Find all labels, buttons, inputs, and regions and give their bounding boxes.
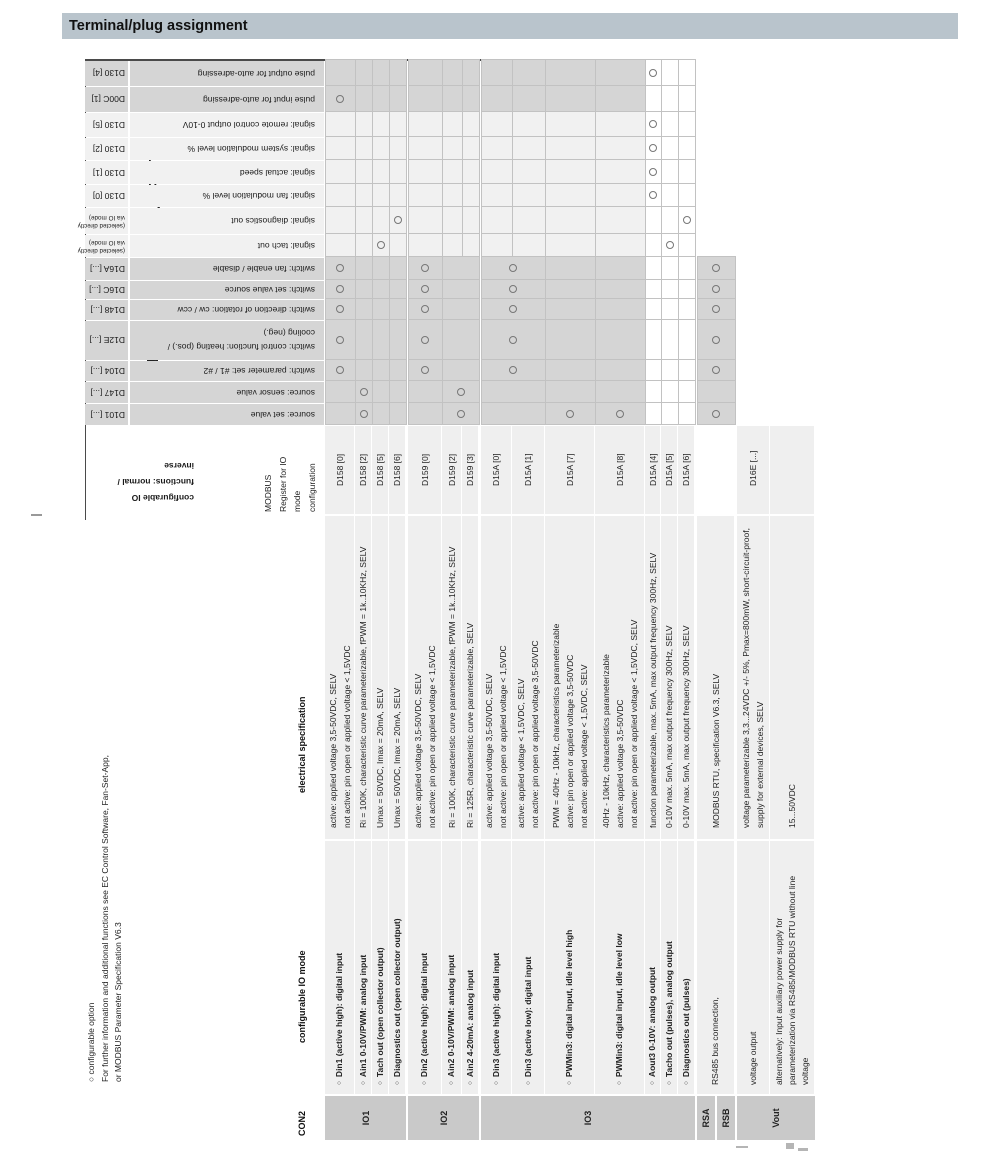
option-marker: ○	[466, 1081, 474, 1085]
cell-d101-diagp	[678, 402, 696, 425]
cell-d130_2-tachp	[661, 136, 679, 160]
modbus-register-header: MODBUS Register for IO mode configuration	[263, 456, 317, 512]
cell-d130_5-ain1	[355, 111, 373, 137]
row-spec-cell-vout1: voltage parameterizable 3,3...24VDC +/- 5%, Pmax=800mW, short-circuit-proof, supply for external devices, SELV	[737, 516, 769, 839]
cell-diag-aout	[645, 206, 662, 234]
cell-d12e-tach_oc	[372, 319, 390, 360]
cell-d130_1-ain1	[355, 159, 373, 184]
func-label-cell-d130_0: signal: fan modulation level %	[130, 185, 324, 207]
option-marker: ○	[492, 1081, 500, 1085]
row-label-cell-pwm3l: ○PWMin3: digital input, idle level low	[595, 841, 644, 1094]
row-label-cell-ain2a: ○Ain2 0-10V/PWM: analog input	[442, 841, 461, 1094]
cell-d16c-tach_oc	[372, 279, 390, 299]
cell-d130_4-diag_oc	[389, 59, 407, 86]
row-label-cell-vout1: voltage output	[737, 841, 769, 1094]
cell-d130_2-din2	[408, 136, 443, 160]
func-code-cell-d148: D148 [...]	[85, 300, 128, 320]
func-label-cell-d130_5: signal: remote control output 0-10V	[130, 113, 324, 137]
cell-d147-pwm3h	[545, 380, 596, 403]
cell-d130_2-din3l	[512, 136, 546, 160]
cell-d130_5-din1	[325, 111, 356, 137]
row-register-cell-diag_oc: D158 [6]	[389, 426, 405, 514]
func-label-cell-d130_1: signal: actual speed	[130, 161, 324, 184]
cell-d00c-ain2b	[462, 85, 480, 112]
cell-d130_0-ain2a	[442, 183, 463, 207]
circle-d147-ain2	[457, 388, 465, 396]
cell-d16c-aout	[645, 279, 662, 299]
func-label-cell-d16c: switch: set value source	[130, 281, 324, 299]
option-marker: ○	[616, 1081, 623, 1085]
cell-d130_5-din3l	[512, 111, 546, 137]
row-spec-cell-pwm3l: 40Hz - 10kHz, characteristics parameterizable active: applied voltage 3,5-50VDC not active: pin open or applied voltage < 1,5VDC, SELV	[595, 516, 644, 839]
cell-d104-tach_oc	[372, 359, 390, 381]
row-register-cell-din3h: D15A [0]	[481, 426, 511, 514]
cell-d148-ain1	[355, 298, 373, 320]
section-title-bar	[62, 13, 958, 39]
cell-d12e-ain2a	[442, 319, 480, 360]
option-marker: ○	[421, 1081, 428, 1085]
cutoff-text-mark	[736, 1146, 748, 1148]
option-marker: ○	[682, 1081, 690, 1085]
cell-d16a-diag_oc	[389, 256, 407, 280]
func-code-cell-d16c: D16C [...]	[85, 281, 128, 299]
cell-d147-din2	[408, 380, 443, 403]
cell-d12e-pwm3h	[545, 319, 596, 360]
row-spec-cell-ain2a: Ri = 100K, characteristic curve parameterizable, fPWM = 1k..10KHz, SELV	[442, 516, 461, 839]
cell-d16a-tachp	[661, 256, 679, 280]
option-marker: ○	[649, 1081, 656, 1085]
cell-tach-aout	[645, 233, 662, 257]
cell-d00c-tachp	[661, 85, 679, 112]
cell-d130_1-din2	[408, 159, 443, 184]
cell-d00c-aout	[645, 85, 662, 112]
func-code-cell-d130_1: D130 [1]	[85, 161, 128, 184]
func-code-cell-d16a: D16A [...]	[85, 258, 128, 280]
circle-d147-ain1	[360, 388, 368, 396]
cell-d101-aout	[645, 402, 662, 425]
cell-d148-diag_oc	[389, 298, 407, 320]
cell-tach-ain1	[355, 233, 373, 257]
cell-d104-pwm3h	[545, 359, 596, 381]
row-register-cell-tach_oc: D158 [5]	[372, 426, 388, 514]
cell-d130_5-diagp	[678, 111, 696, 137]
row-register-cell-pwm3l: D15A [8]	[595, 426, 644, 514]
row-spec-cell-aout: function parameterizable, max. 5mA, max output frequency 300Hz, SELV	[645, 516, 660, 839]
cell-diag-din3l	[512, 206, 546, 234]
func-label-cell-d130_2: signal: system modulation level %	[130, 138, 324, 160]
cell-d130_4-ain2a	[442, 59, 463, 86]
cell-d16c-pwm3l	[595, 279, 646, 299]
circle-d12e-din2	[421, 336, 429, 344]
footnote-more-info-1: For further information and additional functions see EC Control Software, Fan-Set-App,	[100, 755, 110, 1082]
cell-d130_4-pwm3l	[595, 59, 646, 86]
terminal-assignment-table	[77, 60, 815, 1140]
circle-d12e-din1	[336, 336, 344, 344]
cell-d147-tach_oc	[372, 380, 390, 403]
cell-d130_1-din1	[325, 159, 356, 184]
cell-tach-diag_oc	[389, 233, 407, 257]
cell-d147-rs485	[697, 380, 736, 403]
cell-tach-pwm3h	[545, 233, 596, 257]
circle-d101-ain1	[360, 410, 368, 418]
row-spec-cell-diagp: 0-10V max. 5mA, max output frequency 300Hz, SELV	[678, 516, 694, 839]
row-spec-cell-ain1: Ri = 100K, characteristic curve parameterizable, fPWM = 1k..10KHz, SELV	[355, 516, 371, 839]
option-marker: ○	[393, 1081, 401, 1085]
cell-d130_0-tach_oc	[372, 183, 390, 207]
cell-d104-diag_oc	[389, 359, 407, 381]
cell-d130_4-tachp	[661, 59, 679, 86]
cell-d130_4-din3h	[481, 59, 513, 86]
cell-d130_4-tach_oc	[372, 59, 390, 86]
cell-d130_0-diagp	[678, 183, 696, 207]
cell-diag-pwm3l	[595, 206, 646, 234]
cell-d130_1-diag_oc	[389, 159, 407, 184]
group-cell-IO2: IO2	[408, 1096, 479, 1140]
row-register-cell-ain1: D158 [2]	[355, 426, 371, 514]
cell-d130_0-din1	[325, 183, 356, 207]
cell-d147-aout	[645, 380, 662, 403]
circle-d12e-din3	[509, 336, 517, 344]
cell-d147-din1	[325, 380, 356, 403]
cell-d16a-pwm3h	[545, 256, 596, 280]
cell-d130_5-ain2b	[462, 111, 480, 137]
cell-d104-ain1	[355, 359, 373, 381]
cell-d130_0-tachp	[661, 183, 679, 207]
row-label-cell-tach_oc: ○Tach out (open collector output)	[372, 841, 388, 1094]
cell-d00c-pwm3h	[545, 85, 596, 112]
cell-tach-diagp	[678, 233, 696, 257]
cell-d130_5-din2	[408, 111, 443, 137]
row-label-cell-din3l: ○Din3 (active low): digital input	[512, 841, 544, 1094]
cell-d00c-ain2a	[442, 85, 463, 112]
cell-diag-tach_oc	[372, 206, 390, 234]
cell-d130_1-tach_oc	[372, 159, 390, 184]
cell-tach-pwm3l	[595, 233, 646, 257]
cell-diag-ain1	[355, 206, 373, 234]
func-code-cell-d00c: D00C [1]	[85, 87, 128, 112]
cell-d130_5-din3h	[481, 111, 513, 137]
cell-d130_1-din3l	[512, 159, 546, 184]
cell-tach-din1	[325, 233, 356, 257]
cell-tach-ain2b	[462, 233, 480, 257]
cell-d130_0-pwm3l	[595, 183, 646, 207]
group-cell-IO3: IO3	[481, 1096, 695, 1140]
cell-d130_2-pwm3l	[595, 136, 646, 160]
row-register-cell-din2: D159 [0]	[408, 426, 441, 514]
footnote-more-info-2: or MODBUS Parameter Specification V6.3	[113, 922, 123, 1082]
func-label-cell-d00c: pulse input for auto-adressing	[130, 87, 324, 112]
group-cell-RSA: RSA	[697, 1096, 715, 1140]
cell-diag-ain2b	[462, 206, 480, 234]
row-spec-cell-din3h: active: applied voltage 3,5-50VDC, SELV not active: pin open or applied voltage < 1,5VDC	[481, 516, 511, 839]
cell-d130_2-din1	[325, 136, 356, 160]
func-label-cell-d12e: switch: control function: heating (pos.) / cooling (neg.)	[130, 321, 324, 360]
cell-d130_2-diag_oc	[389, 136, 407, 160]
cell-d130_0-diag_oc	[389, 183, 407, 207]
row-label-cell-ain2b: ○Ain2 4-20mA: analog input	[462, 841, 478, 1094]
cell-d147-pwm3l	[595, 380, 646, 403]
cell-d130_2-din3h	[481, 136, 513, 160]
cell-d148-pwm3l	[595, 298, 646, 320]
cell-d00c-diagp	[678, 85, 696, 112]
cell-d12e-tachp	[661, 319, 679, 360]
func-label-cell-d104: switch: parameter set: #1 / #2	[130, 361, 324, 381]
row-label-cell-din3h: ○Din3 (active high): digital input	[481, 841, 511, 1094]
row-label-cell-din2: ○Din2 (active high): digital input	[408, 841, 441, 1094]
row-register-cell-ain2a: D159 [2]	[442, 426, 461, 514]
cell-d130_1-pwm3h	[545, 159, 596, 184]
option-marker: ○	[376, 1081, 384, 1085]
cell-d16c-ain2a	[442, 279, 480, 299]
cell-d147-diagp	[678, 380, 696, 403]
cell-d130_2-tach_oc	[372, 136, 390, 160]
cell-d148-tachp	[661, 298, 679, 320]
row-spec-cell-vout2: 15...50VDC	[770, 516, 814, 839]
row-label-cell-ain1: ○Ain1 0-10V/PWM: analog input	[355, 841, 371, 1094]
row-spec-cell-tachp: 0-10V max. 5mA, max output frequency 300Hz, SELV	[661, 516, 677, 839]
cell-d148-tach_oc	[372, 298, 390, 320]
cell-d130_5-ain2a	[442, 111, 463, 137]
cutoff-text-mark	[798, 1148, 808, 1151]
cell-d147-tachp	[661, 380, 679, 403]
cell-d00c-din2	[408, 85, 443, 112]
cell-d148-pwm3h	[545, 298, 596, 320]
cell-d130_5-tachp	[661, 111, 679, 137]
cell-d130_5-tach_oc	[372, 111, 390, 137]
row-label-cell-diag_oc: ○Diagnostics out (open collector output)	[389, 841, 405, 1094]
row-register-cell-aout: D15A [4]	[645, 426, 660, 514]
cell-d130_2-diagp	[678, 136, 696, 160]
group-cell-RSB: RSB	[717, 1096, 735, 1140]
func-code-cell-d130_0: D130 [0]	[85, 185, 128, 207]
circle-d101-pwm3h	[566, 410, 574, 418]
row-spec-cell-rs485: MODBUS RTU, specification V6.3, SELV	[697, 516, 734, 839]
cell-d130_5-pwm3l	[595, 111, 646, 137]
row-spec-cell-din3l: active: applied voltage < 1,5VDC, SELV not active: pin open or applied voltage 3,5-50VDC	[512, 516, 544, 839]
cell-d130_5-diag_oc	[389, 111, 407, 137]
row-register-cell-vout2	[770, 426, 814, 514]
cell-d101-tachp	[661, 402, 679, 425]
row-register-cell-din3l: D15A [1]	[512, 426, 544, 514]
func-title-block: configurable IO functions: normal / inverse	[117, 461, 194, 503]
cell-d12e-diagp	[678, 319, 696, 360]
cell-d16a-ain2a	[442, 256, 480, 280]
option-marker: ○	[359, 1081, 367, 1085]
func-label-cell-d101: source: set value	[130, 404, 324, 425]
cell-d16c-pwm3h	[545, 279, 596, 299]
func-label-cell-diag: signal: diagnostics out	[130, 208, 324, 234]
circle-d00c-din1	[336, 95, 344, 103]
cell-d101-tach_oc	[372, 402, 390, 425]
func-label-cell-d16a: switch: fan enable / disable	[130, 258, 324, 280]
row-register-cell-diagp: D15A [6]	[678, 426, 694, 514]
cell-d148-ain2a	[442, 298, 480, 320]
cell-d130_4-ain2b	[462, 59, 480, 86]
func-label-cell-d147: source: sensor value	[130, 382, 324, 403]
cell-tach-din2	[408, 233, 443, 257]
cell-d101-din1	[325, 402, 356, 425]
cell-d104-aout	[645, 359, 662, 381]
io-mode-header: configurable IO mode	[297, 950, 307, 1043]
cell-d130_2-ain2a	[442, 136, 463, 160]
cell-d16a-ain1	[355, 256, 373, 280]
cell-diag-pwm3h	[545, 206, 596, 234]
cell-d130_4-ain1	[355, 59, 373, 86]
con2-header: CON2	[297, 1110, 307, 1136]
cell-tach-din3l	[512, 233, 546, 257]
option-marker: ○	[665, 1081, 673, 1085]
row-register-cell-ain2b: D159 [3]	[462, 426, 478, 514]
circle-d130_1-aout	[649, 168, 657, 176]
cell-d00c-pwm3l	[595, 85, 646, 112]
cell-d101-din2	[408, 402, 443, 425]
cell-d104-tachp	[661, 359, 679, 381]
cell-d101-diag_oc	[389, 402, 407, 425]
func-code-cell-d101: D101 [...]	[85, 404, 128, 425]
option-marker: ○	[524, 1081, 532, 1085]
func-code-cell-tach: (selected directly via IO mode)	[85, 235, 128, 257]
func-code-cell-d130_2: D130 [2]	[85, 138, 128, 160]
row-label-cell-diagp: ○Diagnostics out (pulses)	[678, 841, 694, 1094]
margin-dash	[31, 514, 42, 516]
cell-d00c-din3h	[481, 85, 513, 112]
circle-d101-rs485	[712, 410, 720, 418]
cell-d130_0-din2	[408, 183, 443, 207]
cell-diag-ain2a	[442, 206, 463, 234]
cell-d16c-diag_oc	[389, 279, 407, 299]
func-code-cell-d130_4: D130 [4]	[85, 61, 128, 86]
row-register-cell-pwm3h: D15A [7]	[545, 426, 594, 514]
option-marker: ○	[336, 1081, 343, 1085]
cell-d130_5-pwm3h	[545, 111, 596, 137]
circle-d130_4-aout	[649, 69, 657, 77]
cell-d16c-tachp	[661, 279, 679, 299]
cell-d130_0-pwm3h	[545, 183, 596, 207]
func-code-cell-diag: (selected directly via IO mode)	[85, 208, 128, 234]
cell-d130_1-ain2b	[462, 159, 480, 184]
circle-d101-ain2	[457, 410, 465, 418]
cell-d16a-diagp	[678, 256, 696, 280]
cell-d12e-ain1	[355, 319, 373, 360]
cell-d147-diag_oc	[389, 380, 407, 403]
cell-d101-din3h	[481, 402, 546, 425]
cutoff-text-mark	[786, 1143, 794, 1149]
cell-d148-aout	[645, 298, 662, 320]
row-register-cell-tachp: D15A [5]	[661, 426, 677, 514]
cell-d130_0-ain1	[355, 183, 373, 207]
cell-d00c-diag_oc	[389, 85, 407, 112]
cell-tach-ain2a	[442, 233, 463, 257]
row-spec-cell-tach_oc: Umax = 50VDC, Imax = 20mA, SELV	[372, 516, 388, 839]
row-spec-cell-din1: active: applied voltage 3,5-50VDC, SELV not active: pin open or applied voltage < 1,5VDC	[325, 516, 354, 839]
row-label-cell-vout2: alternatively: Input auxiliary power supply for parameterization via RS485/MODBUS RTU without line voltage	[770, 841, 814, 1094]
cell-d00c-tach_oc	[372, 85, 390, 112]
circle-d101-pwm3l	[616, 410, 624, 418]
row-spec-cell-pwm3h: PWM = 40Hz - 10kHz, characteristics parameterizable active: pin open or applied voltage 3,5-50VDC not active: applied voltage < 1,5VDC, SELV	[545, 516, 594, 839]
func-code-cell-d104: D104 [...]	[85, 361, 128, 381]
cell-d147-din3h	[481, 380, 546, 403]
cell-d16c-ain1	[355, 279, 373, 299]
circle-d12e-rs485	[712, 336, 720, 344]
row-spec-cell-din2: active: applied voltage 3,5-50VDC, SELV not active: pin open or applied voltage < 1,5VDC	[408, 516, 441, 839]
electrical-spec-header: electrical specification	[297, 696, 307, 793]
cell-diag-din1	[325, 206, 356, 234]
func-label-cell-d130_4: pulse output for auto-adressing	[130, 61, 324, 86]
cell-d130_2-pwm3h	[545, 136, 596, 160]
cell-d00c-din3l	[512, 85, 546, 112]
option-marker: ○	[448, 1081, 455, 1085]
group-cell-Vout: Vout	[737, 1096, 815, 1140]
cell-d130_4-diagp	[678, 59, 696, 86]
row-register-cell-din1: D158 [0]	[325, 426, 354, 514]
cell-d148-diagp	[678, 298, 696, 320]
row-label-cell-rs485: RS485 bus connection,	[697, 841, 734, 1094]
func-code-cell-d147: D147 [...]	[85, 382, 128, 403]
cell-d130_0-ain2b	[462, 183, 480, 207]
row-label-cell-din1: ○Din1 (active high): digital input	[325, 841, 354, 1094]
cell-diag-din3h	[481, 206, 513, 234]
row-spec-cell-ain2b: Ri = 125R, characteristic curve parameterizable, SELV	[462, 516, 478, 839]
cell-d130_1-pwm3l	[595, 159, 646, 184]
cell-d16a-pwm3l	[595, 256, 646, 280]
func-label-cell-d148: switch: direction of rotation: cw / ccw	[130, 300, 324, 320]
cell-d104-pwm3l	[595, 359, 646, 381]
cell-d130_4-din3l	[512, 59, 546, 86]
cell-d130_0-din3h	[481, 183, 513, 207]
group-cell-IO1: IO1	[325, 1096, 406, 1140]
cell-d16a-aout	[645, 256, 662, 280]
row-label-cell-pwm3h: ○PWMin3: digital input, idle level high	[545, 841, 594, 1094]
row-spec-cell-diag_oc: Umax = 50VDC, Imax = 20mA, SELV	[389, 516, 405, 839]
cell-d130_1-ain2a	[442, 159, 463, 184]
cell-diag-tachp	[661, 206, 679, 234]
func-code-cell-d12e: D12E [...]	[85, 321, 128, 360]
row-label-cell-aout: ○Aout3 0-10V: analog output	[645, 841, 660, 1094]
row-label-cell-tachp: ○Tacho out (pulses), analog output	[661, 841, 677, 1094]
cell-d130_2-ain1	[355, 136, 373, 160]
cell-d00c-ain1	[355, 85, 373, 112]
cell-tach-din3h	[481, 233, 513, 257]
cell-d130_0-din3l	[512, 183, 546, 207]
func-code-cell-d130_5: D130 [5]	[85, 113, 128, 137]
cell-diag-din2	[408, 206, 443, 234]
cell-d104-diagp	[678, 359, 696, 381]
cell-d130_4-pwm3h	[545, 59, 596, 86]
cell-d16c-diagp	[678, 279, 696, 299]
cell-d130_1-din3h	[481, 159, 513, 184]
cell-d16a-tach_oc	[372, 256, 390, 280]
cell-d12e-pwm3l	[595, 319, 646, 360]
option-marker: ○	[566, 1081, 573, 1085]
cell-d130_2-ain2b	[462, 136, 480, 160]
func-label-cell-tach: signal: tach out	[130, 235, 324, 257]
cell-d130_1-tachp	[661, 159, 679, 184]
cell-d130_4-din2	[408, 59, 443, 86]
cell-d104-ain2a	[442, 359, 480, 381]
cell-d12e-aout	[645, 319, 662, 360]
cell-d130_1-diagp	[678, 159, 696, 184]
footnote-configurable-option: ○ configurable option	[86, 1002, 96, 1082]
page-title: Terminal/plug assignment	[69, 18, 248, 34]
cell-d12e-diag_oc	[389, 319, 407, 360]
row-register-cell-vout1: D16E [...]	[737, 426, 769, 514]
cell-d130_4-din1	[325, 59, 356, 86]
